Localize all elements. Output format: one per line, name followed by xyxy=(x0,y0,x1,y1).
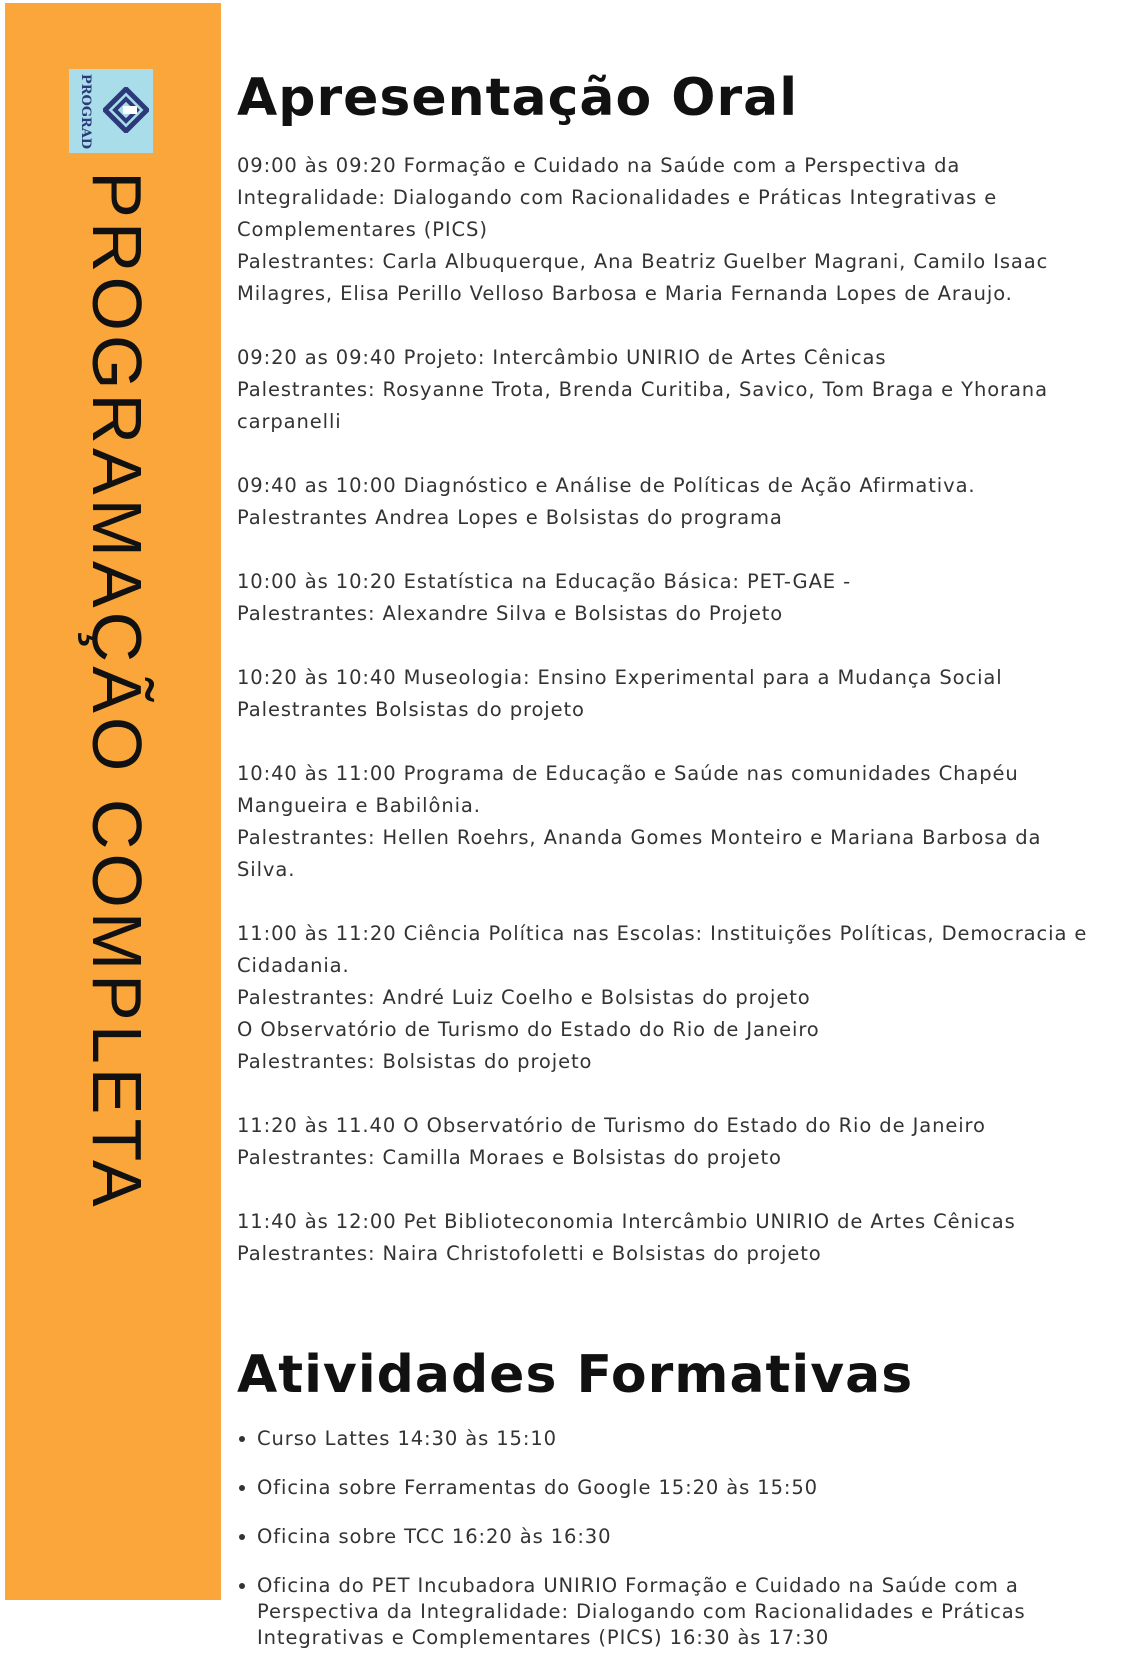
formativas-heading: Atividades Formativas xyxy=(237,1345,914,1405)
bullet-icon xyxy=(239,1583,245,1589)
schedule-entry-title: 11:00 às 11:20 Ciência Política nas Escolas: Instituições Políticas, Democracia e Cidadania. xyxy=(237,922,1088,977)
list-item-text: Oficina sobre Ferramentas do Google 15:20 às 15:50 xyxy=(257,1476,818,1499)
schedule-entry xyxy=(237,150,1099,310)
logo-wordmark xyxy=(71,73,101,149)
schedule-entry xyxy=(237,758,1099,886)
logo-text: PROGRAD xyxy=(78,73,94,149)
schedule-entry-title: 09:00 às 09:20 Formação e Cuidado na Saúde com a Perspectiva da Integralidade: Dialogando com Racionalidades e Práticas Integrativas e Complementares (PICS) xyxy=(237,154,998,241)
vertical-title xyxy=(43,171,191,1211)
page-title: PROGRAMAÇÃO COMPLETA xyxy=(78,171,156,1211)
schedule-entry-line: Palestrantes: Rosyanne Trota, Brenda Curitiba, Savico, Tom Braga e Yhorana carpanelli xyxy=(237,378,1048,433)
schedule-entry-title: 09:20 as 09:40 Projeto: Intercâmbio UNIRIO de Artes Cênicas xyxy=(237,346,887,369)
list-item xyxy=(237,1426,1099,1452)
schedule-entry xyxy=(237,342,1099,438)
schedule-entry-title: 11:20 às 11.40 O Observatório de Turismo do Estado do Rio de Janeiro xyxy=(237,1114,986,1137)
prograd-logo xyxy=(69,69,153,153)
bullet-icon xyxy=(239,1485,245,1491)
schedule-entry-line: Palestrantes: Alexandre Silva e Bolsistas do Projeto xyxy=(237,602,784,625)
sidebar-band xyxy=(5,3,221,1600)
schedule-entry-line: Palestrantes: André Luiz Coelho e Bolsistas do projeto xyxy=(237,986,811,1009)
schedule-entry xyxy=(237,470,1099,534)
schedule-entry xyxy=(237,1110,1099,1174)
list-item xyxy=(237,1573,1099,1651)
list-item xyxy=(237,1524,1099,1550)
schedule-entry xyxy=(237,1206,1099,1270)
schedule-entry-title: 10:40 às 11:00 Programa de Educação e Saúde nas comunidades Chapéu Mangueira e Babilônia. xyxy=(237,762,1019,817)
schedule-entry-line: Palestrantes: Naira Christofoletti e Bolsistas do projeto xyxy=(237,1242,822,1265)
schedule-entry-title: 10:00 às 10:20 Estatística na Educação Básica: PET-GAE - xyxy=(237,570,852,593)
oral-heading: Apresentação Oral xyxy=(237,68,799,128)
schedule-entry-title: 10:20 às 10:40 Museologia: Ensino Experimental para a Mudança Social xyxy=(237,666,1003,689)
list-item-text: Oficina sobre TCC 16:20 às 16:30 xyxy=(257,1525,612,1548)
schedule-entry-title: 09:40 as 10:00 Diagnóstico e Análise de Políticas de Ação Afirmativa. xyxy=(237,474,976,497)
schedule-entry xyxy=(237,662,1099,726)
list-item-text: Oficina do PET Incubadora UNIRIO Formação e Cuidado na Saúde com a Perspectiva da Integralidade: Dialogando com Racionalidades e Práticas Integrativas e Complementares (PICS) 16:30 às 17:30 xyxy=(257,1574,1026,1649)
formativas-list xyxy=(237,1426,1099,1651)
schedule-entry xyxy=(237,566,1099,630)
bullet-icon xyxy=(239,1436,245,1442)
main-content xyxy=(237,58,1099,1674)
schedule-entry-line: Palestrantes: Bolsistas do projeto xyxy=(237,1050,593,1073)
bullet-icon xyxy=(239,1534,245,1540)
prograd-logo-mark-icon xyxy=(103,87,149,133)
schedule-entry-line: O Observatório de Turismo do Estado do Rio de Janeiro xyxy=(237,1018,820,1041)
schedule-entry-line: Palestrantes Andrea Lopes e Bolsistas do programa xyxy=(237,506,783,529)
list-item-text: Curso Lattes 14:30 às 15:10 xyxy=(257,1427,557,1450)
schedule-entry-line: Palestrantes: Hellen Roehrs, Ananda Gomes Monteiro e Mariana Barbosa da Silva. xyxy=(237,826,1042,881)
schedule-entry-line: Palestrantes: Camilla Moraes e Bolsistas do projeto xyxy=(237,1146,782,1169)
schedule-entry-line: Palestrantes: Carla Albuquerque, Ana Beatriz Guelber Magrani, Camilo Isaac Milagres, Elisa Perillo Velloso Barbosa e Maria Fernanda Lopes de Araujo. xyxy=(237,250,1049,305)
schedule-entry xyxy=(237,918,1099,1078)
list-item xyxy=(237,1475,1099,1501)
schedule-entry-title: 11:40 às 12:00 Pet Biblioteconomia Intercâmbio UNIRIO de Artes Cênicas xyxy=(237,1210,1016,1233)
schedule-entry-line: Palestrantes Bolsistas do projeto xyxy=(237,698,585,721)
oral-schedule xyxy=(237,150,1099,1270)
